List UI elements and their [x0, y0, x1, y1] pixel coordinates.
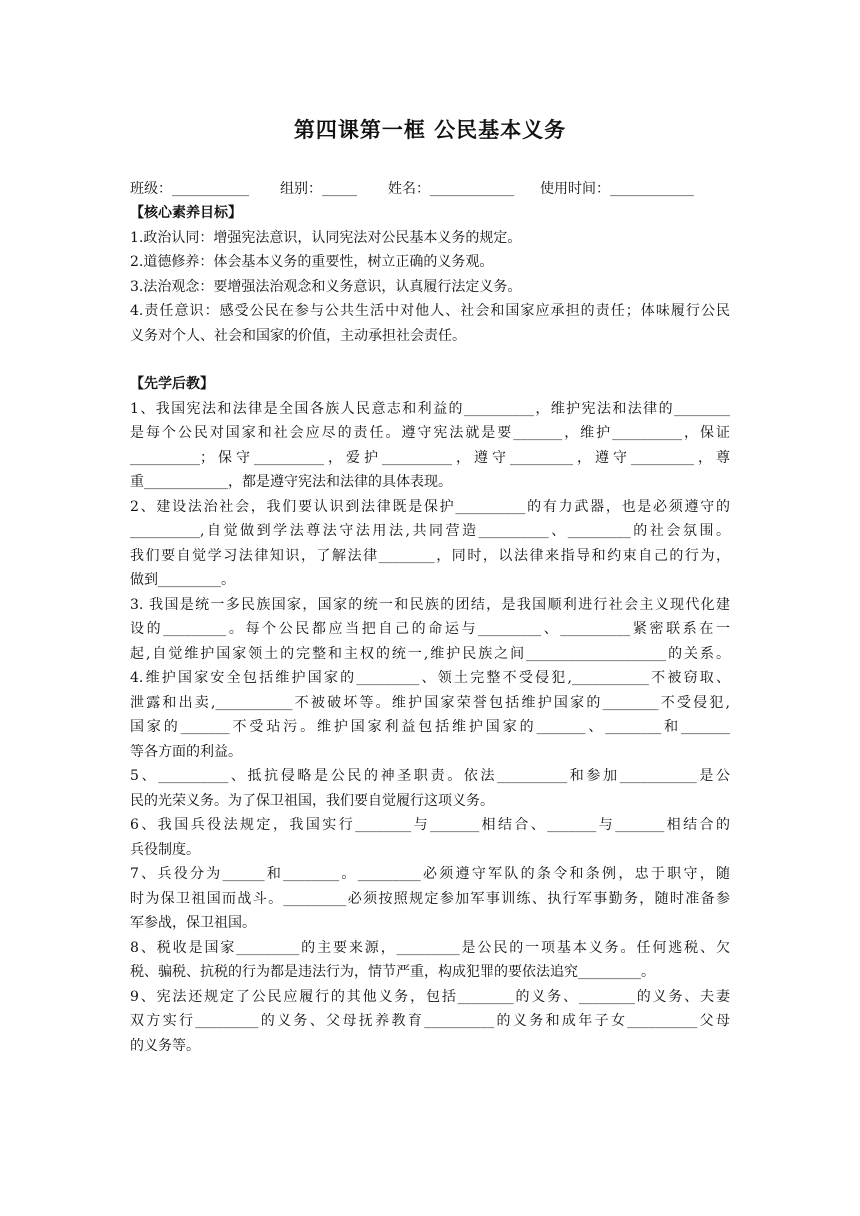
question-line: __________,自觉做到学法尊法守法用法,共同营造__________、_________的社会氛围。	[130, 523, 730, 539]
question-line: 3. 我国是统一多民族国家，国家的统一和民族的团结，是我国顺利进行社会主义现代化建	[130, 596, 730, 613]
core-goals-section	[130, 201, 730, 348]
question-line: 设的_________。每个公民都应当把自己的命运与_________、__________紧密联系在一	[130, 621, 730, 637]
core-goal-line: 3.法治观念：要增强法治观念和义务意识，认真履行法定义务。	[130, 278, 522, 295]
core-goal-line: 1.政治认同：增强宪法意识，认同宪法对公民基本义务的规定。	[130, 229, 522, 246]
question-line: 泄露和出卖,___________不被破坏等。维护国家荣誉包括维护国家的________不受侵犯,	[130, 694, 730, 711]
question-line: 军参战，保卫祖国。	[130, 915, 256, 931]
question-line: 时为保卫祖国而战斗。_________必须按照规定参加军事训练、执行军事勤务，随时准备参	[130, 890, 730, 907]
question-line: 是每个公民对国家和社会应尽的责任。遵守宪法就是要_______，维护__________，保证	[130, 425, 730, 441]
question-line: 5、__________、抵抗侵略是公民的神圣职责。依法__________和参加___________是公	[130, 768, 730, 784]
question-line: 国家的_______不受玷污。维护国家利益包括维护国家的_______、________和_______	[130, 719, 730, 735]
question-line: 兵役制度。	[130, 841, 200, 858]
question-line: 8、税收是国家_________的主要来源，_________是公民的一项基本义务。任何逃税、欠	[130, 939, 730, 956]
usage-time-field[interactable]: 使用时间：____________	[540, 181, 694, 197]
question-line: 的义务等。	[130, 1037, 200, 1054]
preview-heading: 【先学后教】	[130, 376, 214, 392]
question-line: 6、我国兵役法规定，我国实行________与_______相结合、_______与_______相结合的	[130, 817, 730, 833]
core-goals-heading: 【核心素养目标】	[130, 205, 242, 221]
question-line: 做到_________。	[130, 572, 235, 588]
question-line: 双方实行_________的义务、父母抚养教育__________的义务和成年子女__________父母	[130, 1013, 730, 1029]
question-line: 4.维护国家安全包括维护国家的_________、领土完整不受侵犯,___________不被窃取、	[130, 670, 730, 686]
question-line: 我们要自觉学习法律知识，了解法律________，同时，以法律来指导和约束自己的行为，	[130, 547, 730, 564]
class-field[interactable]: 班级：___________	[130, 181, 249, 197]
question-line: 1、我国宪法和法律是全国各族人民意志和利益的__________，维护宪法和法律的________	[130, 400, 730, 417]
question-line: 7、兵役分为______和________。_________必须遵守军队的条令和条例，忠于职守，随	[130, 866, 730, 882]
core-goal-line: 义务对个人、社会和国家的价值，主动承担社会责任。	[130, 327, 466, 344]
question-line: 等各方面的利益。	[130, 743, 242, 760]
group-field[interactable]: 组别：_____	[280, 181, 357, 197]
preview-section	[130, 372, 730, 1058]
question-line: 民的光荣义务。为了保卫祖国，我们要自觉履行这项义务。	[130, 792, 494, 809]
question-line: 9、宪法还规定了公民应履行的其他义务，包括________的义务、________的义务、夫妻	[130, 988, 730, 1005]
question-line: __________；保守__________，爱护__________，遵守_________，遵守_________，尊	[130, 449, 730, 466]
question-line: 2、建设法治社会，我们要认识到法律既是保护__________的有力武器，也是必须遵守的	[130, 498, 730, 515]
question-line: 税、骗税、抗税的行为都是违法行为，情节严重，构成犯罪的要依法追究_________。	[130, 964, 655, 980]
info-fields	[130, 178, 730, 198]
name-field[interactable]: 姓名：____________	[388, 181, 514, 197]
core-goal-line: 4.责任意识：感受公民在参与公共生活中对他人、社会和国家应承担的责任；体味履行公民	[130, 303, 730, 319]
question-line: 重____________，都是遵守宪法和法律的具体表现。	[130, 474, 452, 490]
core-goal-line: 2.道德修养：体会基本义务的重要性，树立正确的义务观。	[130, 254, 494, 270]
question-line: 起,自觉维护国家领土的完整和主权的统一,维护民族之间____________________的关系。	[130, 645, 730, 662]
page-title: 第四课第一框 公民基本义务	[293, 118, 567, 142]
